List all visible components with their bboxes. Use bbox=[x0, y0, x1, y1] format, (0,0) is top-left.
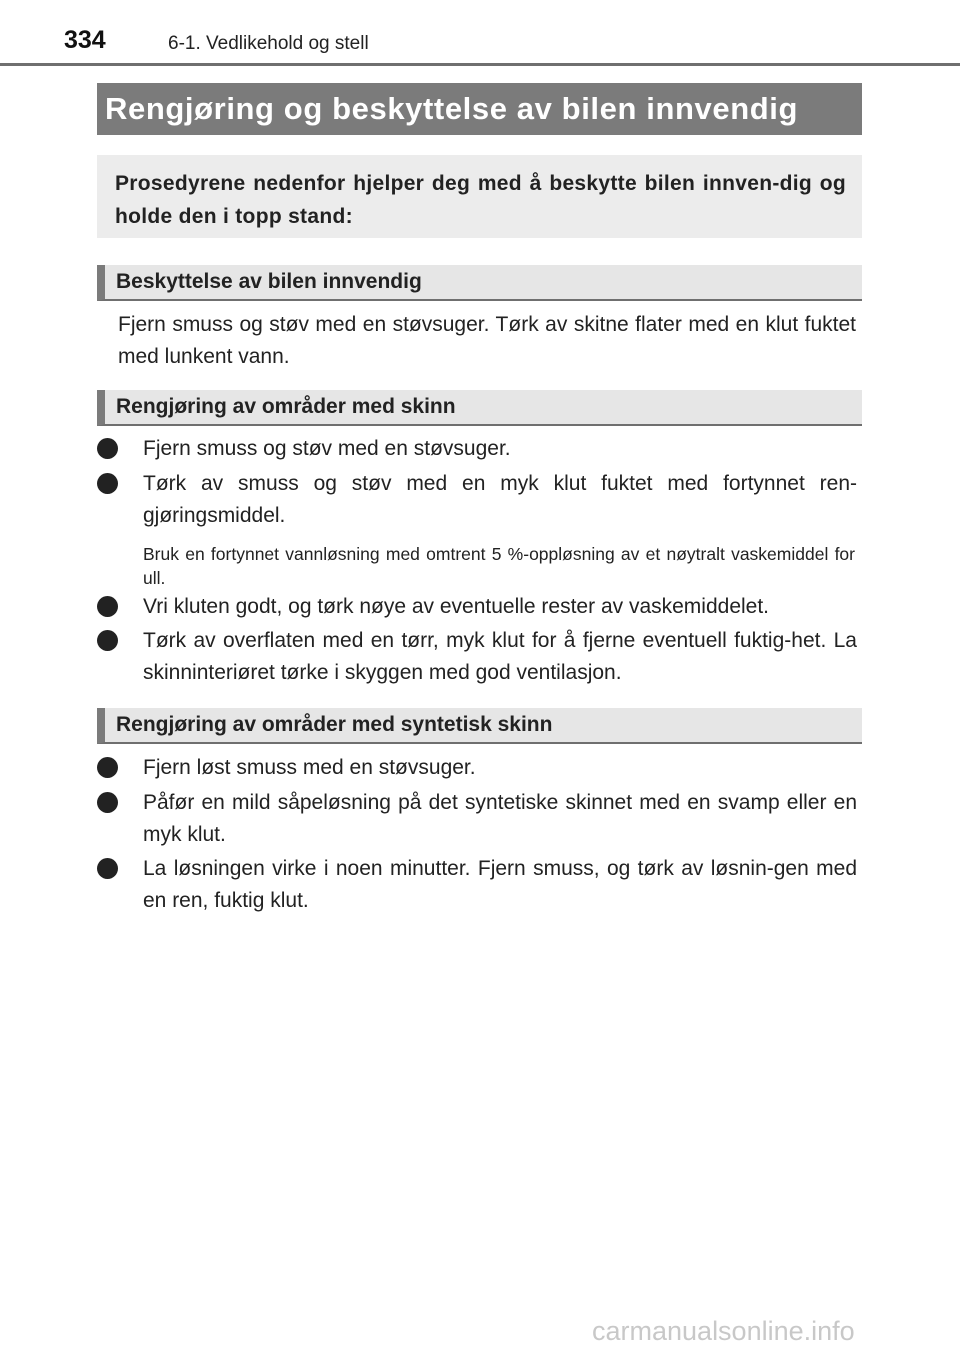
section-paragraph: Fjern smuss og støv med en støvsuger. Tørk av skitne flater med en klut fuktet med lunkent vann. bbox=[118, 313, 856, 368]
bullet-item bbox=[97, 468, 857, 532]
note-text: Bruk en fortynnet vannløsning med omtrent 5 %-oppløsning av et nøytralt vaskemiddel for ull. bbox=[143, 544, 855, 588]
section-header-synthetic-leather bbox=[97, 708, 862, 744]
bullet-text: Fjern løst smuss med en støvsuger. bbox=[143, 756, 476, 779]
intro-text: Prosedyrene nedenfor hjelper deg med å beskytte bilen innven-dig og holde den i topp stand: bbox=[115, 172, 846, 228]
section-title: Beskyttelse av bilen innvendig bbox=[116, 270, 422, 293]
page-title-bar bbox=[97, 83, 862, 135]
bullet-icon bbox=[97, 757, 118, 778]
chapter-heading: 6-1. Vedlikehold og stell bbox=[168, 33, 369, 54]
bullet-item bbox=[97, 625, 857, 689]
bullet-text: Vri kluten godt, og tørk nøye av eventuelle rester av vaskemiddelet. bbox=[143, 595, 770, 618]
bullet-text: Fjern smuss og støv med en støvsuger. bbox=[143, 437, 511, 460]
bullet-item bbox=[97, 433, 857, 465]
bullet-item bbox=[97, 853, 857, 917]
bullet-icon bbox=[97, 473, 118, 494]
section-title: Rengjøring av områder med skinn bbox=[116, 395, 456, 418]
section-title: Rengjøring av områder med syntetisk skinn bbox=[116, 713, 553, 736]
section-header-leather bbox=[97, 390, 862, 426]
bullet-text: Tørk av overflaten med en tørr, myk klut for å fjerne eventuell fuktig-het. La skinninteriøret tørke i skyggen med god ventilasjon. bbox=[143, 629, 857, 684]
intro-box bbox=[97, 155, 862, 238]
bullet-text: Påfør en mild såpeløsning på det syntetiske skinnet med en svamp eller en myk klut. bbox=[143, 791, 857, 846]
bullet-icon bbox=[97, 858, 118, 879]
bullet-item bbox=[97, 752, 857, 784]
bullet-text: La løsningen virke i noen minutter. Fjern smuss, og tørk av løsnin-gen med en ren, fuktig klut. bbox=[143, 857, 857, 912]
bullet-icon bbox=[97, 438, 118, 459]
bullet-icon bbox=[97, 596, 118, 617]
bullet-text: Tørk av smuss og støv med en myk klut fuktet med fortynnet ren-gjøringsmiddel. bbox=[143, 472, 857, 527]
page-title: Rengjøring og beskyttelse av bilen innvendig bbox=[105, 91, 799, 126]
bullet-item bbox=[97, 591, 857, 623]
header-rule bbox=[0, 63, 960, 66]
watermark: carmanualsonline.info bbox=[592, 1316, 855, 1346]
bullet-item bbox=[97, 787, 857, 851]
bullet-icon bbox=[97, 792, 118, 813]
bullet-icon bbox=[97, 630, 118, 651]
section-header-protection bbox=[97, 265, 862, 301]
page-number: 334 bbox=[64, 26, 106, 54]
